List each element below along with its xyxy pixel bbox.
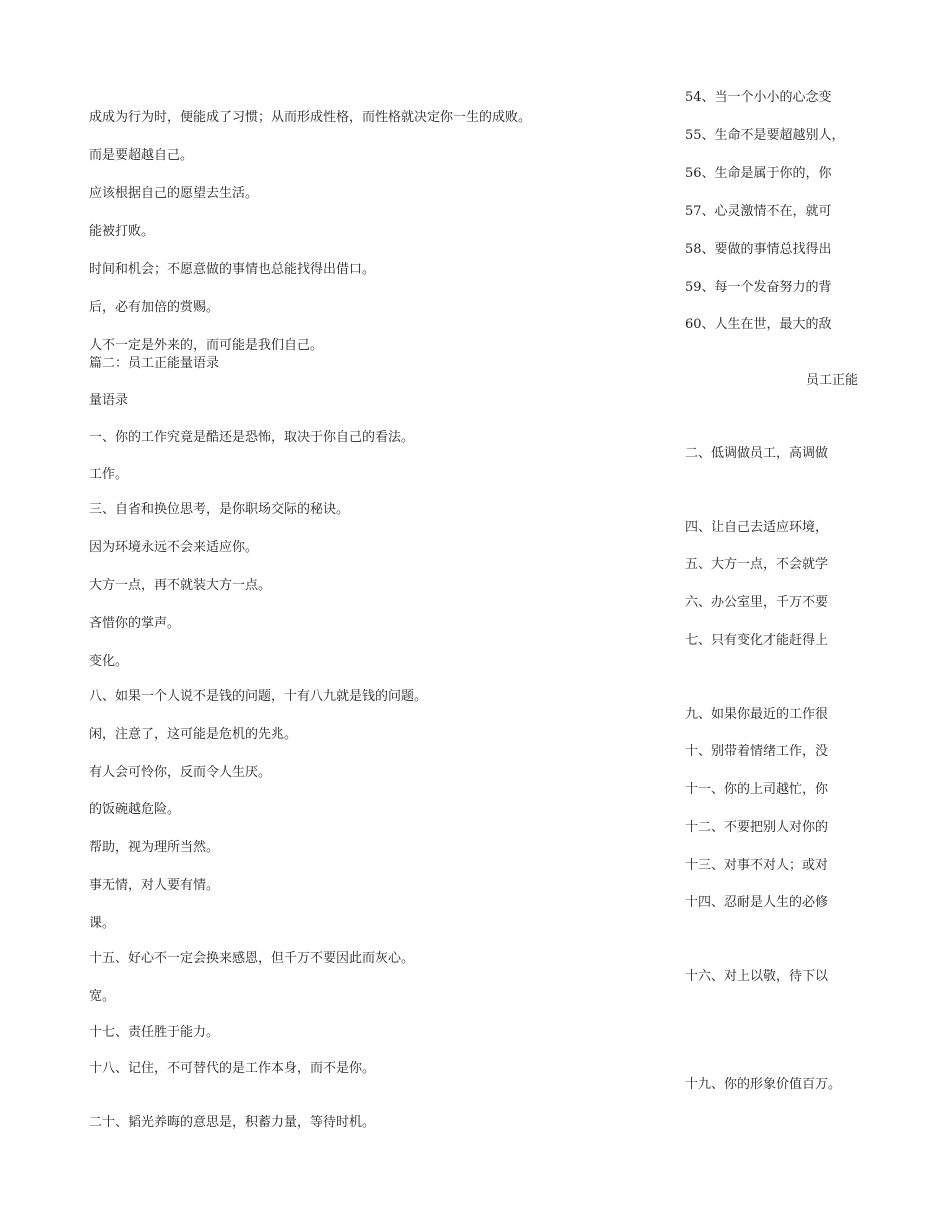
text-line: 七、只有变化才能赶得上 (685, 633, 829, 648)
text-line: 有人会可怜你，反而令人生厌。 (89, 765, 272, 780)
text-line: 量语录 (89, 393, 129, 408)
text-line: 二十、韬光养晦的意思是，积蓄力量，等待时机。 (89, 1115, 376, 1130)
text-line: 而是要超越自己。 (89, 148, 194, 163)
text-line: 因为环境永远不会来适应你。 (89, 540, 259, 555)
text-line: 十四、忍耐是人生的必修 (685, 895, 829, 910)
text-line: 的饭碗越危险。 (89, 802, 181, 817)
text-line: 九、如果你最近的工作很 (685, 707, 829, 722)
text-line: 十一、你的上司越忙，你 (685, 782, 829, 797)
text-line: 十九、你的形象价值百万。 (685, 1077, 842, 1092)
text-line: 57、心灵激情不在，就可 (685, 204, 832, 219)
text-line: 成成为行为时，便能成了习惯；从而形成性格，而性格就决定你一生的成败。 (89, 110, 532, 125)
text-line: 五、大方一点，不会就学 (685, 557, 829, 572)
text-line: 十、别带着情绪工作，没 (685, 744, 829, 759)
text-line: 四、让自己去适应环境， (685, 520, 829, 535)
text-line: 二、低调做员工，高调做 (685, 446, 829, 461)
text-line: 人不一定是外来的，而可能是我们自己。 (89, 338, 324, 353)
text-line: 59、每一个发奋努力的背 (685, 280, 832, 295)
text-line: 55、生命不是要超越别人， (685, 128, 845, 143)
text-line: 时间和机会；不愿意做的事情也总能找得出借口。 (89, 262, 376, 277)
text-line: 60、人生在世，最大的敌 (685, 317, 832, 332)
text-line: 十二、不要把别人对你的 (685, 820, 829, 835)
text-line: 课。 (89, 916, 116, 931)
text-line: 后，必有加倍的赏赐。 (89, 300, 220, 315)
text-line: 一、你的工作究竟是酷还是恐怖，取决于你自己的看法。 (89, 430, 415, 445)
text-line: 变化。 (89, 654, 129, 669)
text-line: 吝惜你的掌声。 (89, 616, 181, 631)
section-heading: 员工正能 (805, 373, 858, 388)
text-line: 58、要做的事情总找得出 (685, 242, 832, 257)
text-line: 十三、对事不对人；或对 (685, 858, 829, 873)
section-heading: 篇二：员工正能量语录 (89, 356, 220, 371)
text-line: 帮助，视为理所当然。 (89, 840, 220, 855)
text-line: 54、当一个小小的心念变 (685, 90, 832, 105)
text-line: 十七、责任胜于能力。 (89, 1025, 220, 1040)
text-line: 56、生命是属于你的，你 (685, 166, 832, 181)
text-line: 八、如果一个人说不是钱的问题，十有八九就是钱的问题。 (89, 689, 428, 704)
text-line: 十八、记住，不可替代的是工作本身，而不是你。 (89, 1061, 376, 1076)
text-line: 大方一点，再不就装大方一点。 (89, 578, 272, 593)
text-line: 六、办公室里，千万不要 (685, 595, 829, 610)
text-line: 应该根据自己的愿望去生活。 (89, 186, 259, 201)
text-line: 事无情，对人要有情。 (89, 878, 220, 893)
text-line: 十五、好心不一定会换来感恩，但千万不要因此而灰心。 (89, 951, 415, 966)
text-line: 能被打败。 (89, 224, 155, 239)
text-line: 三、自省和换位思考，是你职场交际的秘诀。 (89, 502, 350, 517)
text-line: 宽。 (89, 989, 116, 1004)
text-line: 十六、对上以敬，待下以 (685, 969, 829, 984)
text-line: 工作。 (89, 467, 129, 482)
text-line: 闲，注意了，这可能是危机的先兆。 (89, 727, 298, 742)
